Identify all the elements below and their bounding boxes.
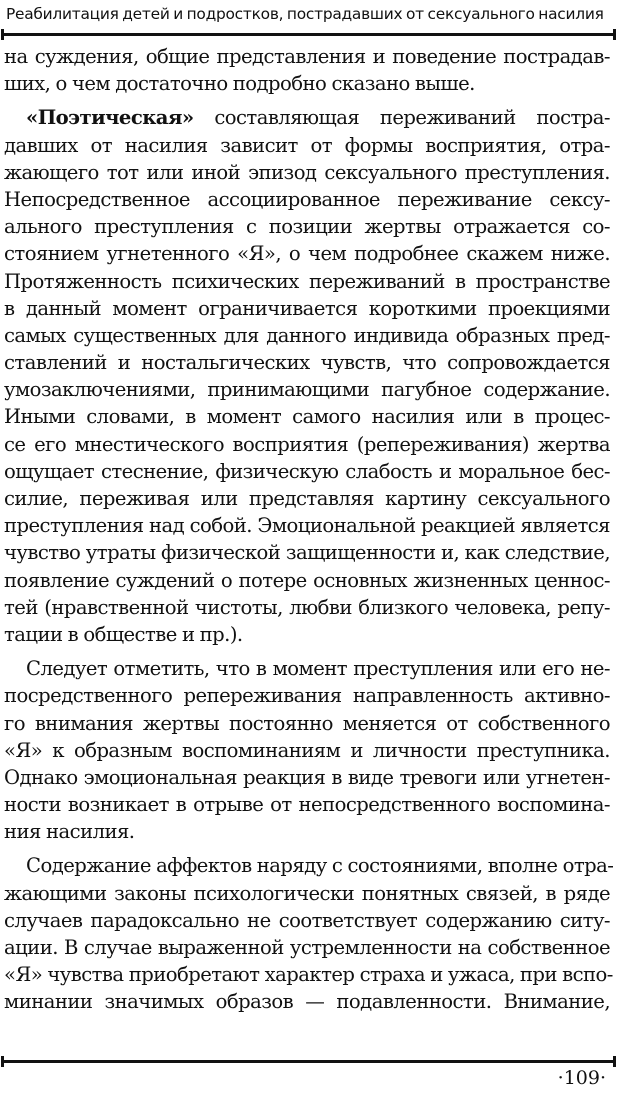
text-line: посредственного репереживания направленность активно- <box>4 684 610 708</box>
text-line: се его мнестического восприятия (репереживания) жертва <box>4 432 610 456</box>
text-line <box>4 104 610 131</box>
body-text <box>4 43 614 1016</box>
page-number: ·109· <box>557 1067 606 1089</box>
text-line: тей (нравственной чистоты, любви близкого человека, репу- <box>4 595 610 619</box>
text-line: случаев парадоксально не соответствует содержанию ситу- <box>4 908 610 932</box>
text-line: ших, о чем достаточно подробно сказано выше. <box>4 72 475 96</box>
text-line: ации. В случае выраженной устремленности на собственное <box>4 936 610 959</box>
text-line: «Я» к образным воспоминаниям и личности преступника. <box>4 738 610 762</box>
text-line: Иными словами, в момент самого насилия или в процес- <box>4 405 610 429</box>
text-line: силие, переживая или представляя картину сексуального <box>4 487 610 510</box>
text-line: ального преступления с позиции жертвы отражается со- <box>4 215 610 239</box>
text-line: Однако эмоциональная реакция в виде тревоги или угнетен- <box>4 765 610 789</box>
page-number-value: 109 <box>563 1067 600 1089</box>
text-line: жающего тот или иной эпизод сексуального преступления. <box>4 160 610 184</box>
text-line: на суждения, общие представления и поведение пострадав- <box>4 45 610 68</box>
text-line: «Я» чувства приобретают характер страха и ужаса, при вспо- <box>4 963 613 987</box>
text-run: составляющая переживаний постра- <box>193 106 610 130</box>
text-line: го внимания жертвы постоянно меняется от собственного <box>4 711 610 735</box>
text-line: самых существенных для данного индивида образных пред- <box>4 323 610 347</box>
text-line: ощущает стеснение, физическую слабость и моральное бес- <box>4 459 610 483</box>
footer-rule <box>2 1060 614 1063</box>
text-line: ности возникает в отрыве от непосредственного воспомина- <box>4 793 610 817</box>
text-line: стоянием угнетенного «Я», о чем подробнее скажем ниже. <box>4 242 610 266</box>
text-line: Содержание аффектов наряду с состояниями, вполне отра- <box>26 854 614 878</box>
text-line: Протяженность психических переживаний в пространстве <box>4 269 610 293</box>
text-line: тации в обществе и пр.). <box>4 622 243 646</box>
header-rule <box>2 33 614 36</box>
running-head: Реабилитация детей и подростков, пострадавших от сексуального насилия <box>6 5 604 23</box>
text-line: Следует отметить, что в момент преступления или его не- <box>26 657 610 681</box>
text-line: ставлений и ностальгических чувств, что сопровождается <box>4 351 610 375</box>
text-line: преступления над собой. Эмоциональной реакцией является <box>4 514 610 538</box>
text-line: в данный момент ограничивается короткими проекциями <box>4 296 610 320</box>
text-line: появление суждений о потере основных жизненных ценнос- <box>4 568 610 592</box>
bold-term: «Поэтическая» <box>26 106 194 130</box>
text-line: чувство утраты физической защищенности и, как следствие, <box>4 541 610 565</box>
text-line: ния насилия. <box>4 820 135 844</box>
text-line: умозаключениями, принимающими пагубное содержание. <box>4 378 610 402</box>
text-line: давших от насилия зависит от формы восприятия, отра- <box>4 133 610 157</box>
text-line: минании значимых образов — подавленности. Внимание, <box>4 990 610 1014</box>
text-line: жающими законы психологически понятных связей, в ряде <box>4 881 610 905</box>
text-line: Непосредственное ассоциированное переживание сексу- <box>4 187 610 211</box>
